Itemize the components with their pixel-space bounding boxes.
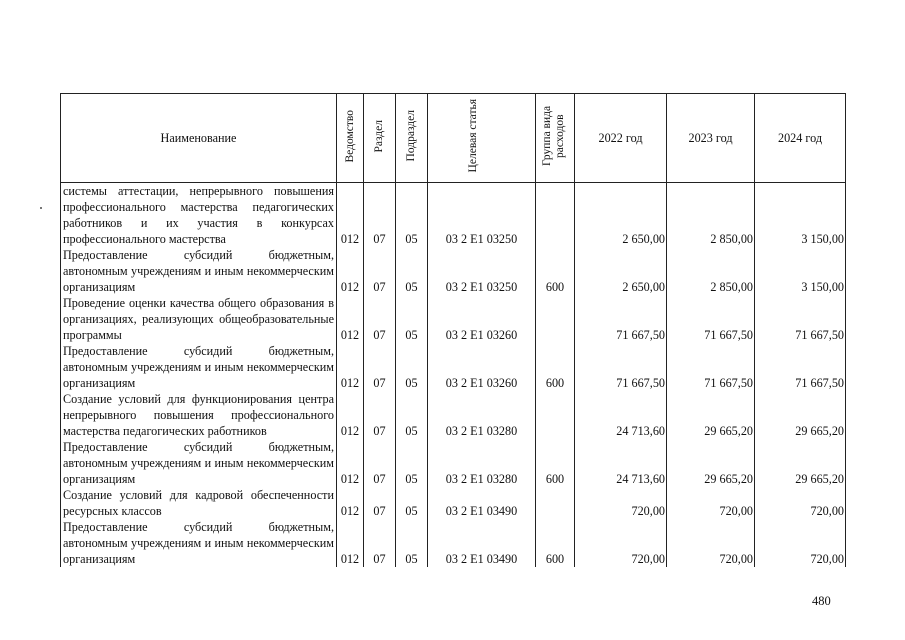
row-gruppa-vida-rashodov bbox=[536, 295, 575, 343]
page-number: 480 bbox=[812, 594, 831, 608]
row-vedomstvo: 012 bbox=[337, 391, 364, 439]
header-2024: 2024 год bbox=[755, 94, 846, 183]
row-razdel: 07 bbox=[364, 295, 396, 343]
header-razdel: Раздел bbox=[364, 94, 396, 183]
row-vedomstvo: 012 bbox=[337, 519, 364, 567]
row-value-2022: 71 667,50 bbox=[575, 295, 667, 343]
header-name: Наименование bbox=[61, 94, 337, 183]
row-value-2022: 24 713,60 bbox=[575, 439, 667, 487]
row-value-2024: 71 667,50 bbox=[755, 295, 846, 343]
row-value-2024: 29 665,20 bbox=[755, 391, 846, 439]
row-value-2023: 2 850,00 bbox=[667, 183, 755, 248]
row-name: системы аттестации, непрерывного повышения профессионального мастерства педагогических работников и их участия в конкурсах профессионального мастерства bbox=[61, 183, 337, 248]
row-podrazdel: 05 bbox=[396, 391, 428, 439]
row-podrazdel: 05 bbox=[396, 183, 428, 248]
row-gruppa-vida-rashodov: 600 bbox=[536, 247, 575, 295]
row-razdel: 07 bbox=[364, 247, 396, 295]
row-podrazdel: 05 bbox=[396, 343, 428, 391]
row-celevaya-statya: 03 2 E1 03490 bbox=[428, 519, 536, 567]
row-gruppa-vida-rashodov: 600 bbox=[536, 439, 575, 487]
row-gruppa-vida-rashodov bbox=[536, 183, 575, 248]
header-gruppa-vida-rashodov: Группа вида расходов bbox=[536, 94, 575, 183]
row-value-2023: 720,00 bbox=[667, 519, 755, 567]
budget-table bbox=[60, 93, 846, 567]
row-value-2023: 29 665,20 bbox=[667, 439, 755, 487]
row-value-2023: 29 665,20 bbox=[667, 391, 755, 439]
row-razdel: 07 bbox=[364, 439, 396, 487]
row-celevaya-statya: 03 2 E1 03280 bbox=[428, 439, 536, 487]
row-podrazdel: 05 bbox=[396, 519, 428, 567]
row-razdel: 07 bbox=[364, 183, 396, 248]
row-razdel: 07 bbox=[364, 519, 396, 567]
row-vedomstvo: 012 bbox=[337, 183, 364, 248]
header-vedomstvo: Ведомство bbox=[337, 94, 364, 183]
row-value-2024: 3 150,00 bbox=[755, 183, 846, 248]
row-podrazdel: 05 bbox=[396, 247, 428, 295]
row-vedomstvo: 012 bbox=[337, 487, 364, 519]
table-header bbox=[61, 94, 846, 183]
header-2022: 2022 год bbox=[575, 94, 667, 183]
row-value-2024: 71 667,50 bbox=[755, 343, 846, 391]
header-2023: 2023 год bbox=[667, 94, 755, 183]
row-vedomstvo: 012 bbox=[337, 295, 364, 343]
row-value-2024: 3 150,00 bbox=[755, 247, 846, 295]
row-value-2022: 71 667,50 bbox=[575, 343, 667, 391]
table-row bbox=[61, 519, 846, 567]
row-razdel: 07 bbox=[364, 391, 396, 439]
row-value-2022: 2 650,00 bbox=[575, 183, 667, 248]
table-row bbox=[61, 295, 846, 343]
row-name: Создание условий для кадровой обеспеченности ресурсных классов bbox=[61, 487, 337, 519]
table-row bbox=[61, 183, 846, 248]
row-gruppa-vida-rashodov bbox=[536, 391, 575, 439]
row-value-2024: 720,00 bbox=[755, 519, 846, 567]
table-body bbox=[61, 183, 846, 568]
row-name: Предоставление субсидий бюджетным, автономным учреждениям и иным некоммерческим организациям bbox=[61, 247, 337, 295]
row-value-2022: 24 713,60 bbox=[575, 391, 667, 439]
scan-speck bbox=[40, 207, 42, 209]
row-celevaya-statya: 03 2 E1 03280 bbox=[428, 391, 536, 439]
row-name: Предоставление субсидий бюджетным, автономным учреждениям и иным некоммерческим организациям bbox=[61, 439, 337, 487]
row-podrazdel: 05 bbox=[396, 295, 428, 343]
row-value-2023: 720,00 bbox=[667, 487, 755, 519]
row-razdel: 07 bbox=[364, 487, 396, 519]
row-gruppa-vida-rashodov bbox=[536, 487, 575, 519]
row-celevaya-statya: 03 2 E1 03260 bbox=[428, 343, 536, 391]
row-value-2024: 720,00 bbox=[755, 487, 846, 519]
row-gruppa-vida-rashodov: 600 bbox=[536, 343, 575, 391]
header-podrazdel: Подраздел bbox=[396, 94, 428, 183]
row-razdel: 07 bbox=[364, 343, 396, 391]
row-value-2024: 29 665,20 bbox=[755, 439, 846, 487]
table-row bbox=[61, 391, 846, 439]
row-value-2023: 2 850,00 bbox=[667, 247, 755, 295]
table-row bbox=[61, 343, 846, 391]
row-value-2022: 720,00 bbox=[575, 519, 667, 567]
row-vedomstvo: 012 bbox=[337, 343, 364, 391]
row-name: Создание условий для функционирования центра непрерывного повышения профессионального мастерства педагогических работников bbox=[61, 391, 337, 439]
row-celevaya-statya: 03 2 E1 03490 bbox=[428, 487, 536, 519]
row-celevaya-statya: 03 2 E1 03250 bbox=[428, 247, 536, 295]
header-celevaya-statya: Целевая статья bbox=[428, 94, 536, 183]
row-gruppa-vida-rashodov: 600 bbox=[536, 519, 575, 567]
table-row bbox=[61, 439, 846, 487]
row-name: Предоставление субсидий бюджетным, автономным учреждениям и иным некоммерческим организациям bbox=[61, 519, 337, 567]
row-name: Предоставление субсидий бюджетным, автономным учреждениям и иным некоммерческим организациям bbox=[61, 343, 337, 391]
row-name: Проведение оценки качества общего образования в организациях, реализующих общеобразовательные программы bbox=[61, 295, 337, 343]
row-value-2022: 720,00 bbox=[575, 487, 667, 519]
row-podrazdel: 05 bbox=[396, 439, 428, 487]
row-podrazdel: 05 bbox=[396, 487, 428, 519]
table-row bbox=[61, 487, 846, 519]
row-celevaya-statya: 03 2 E1 03260 bbox=[428, 295, 536, 343]
row-vedomstvo: 012 bbox=[337, 247, 364, 295]
row-value-2023: 71 667,50 bbox=[667, 343, 755, 391]
row-value-2023: 71 667,50 bbox=[667, 295, 755, 343]
row-vedomstvo: 012 bbox=[337, 439, 364, 487]
row-value-2022: 2 650,00 bbox=[575, 247, 667, 295]
row-celevaya-statya: 03 2 E1 03250 bbox=[428, 183, 536, 248]
table-row bbox=[61, 247, 846, 295]
